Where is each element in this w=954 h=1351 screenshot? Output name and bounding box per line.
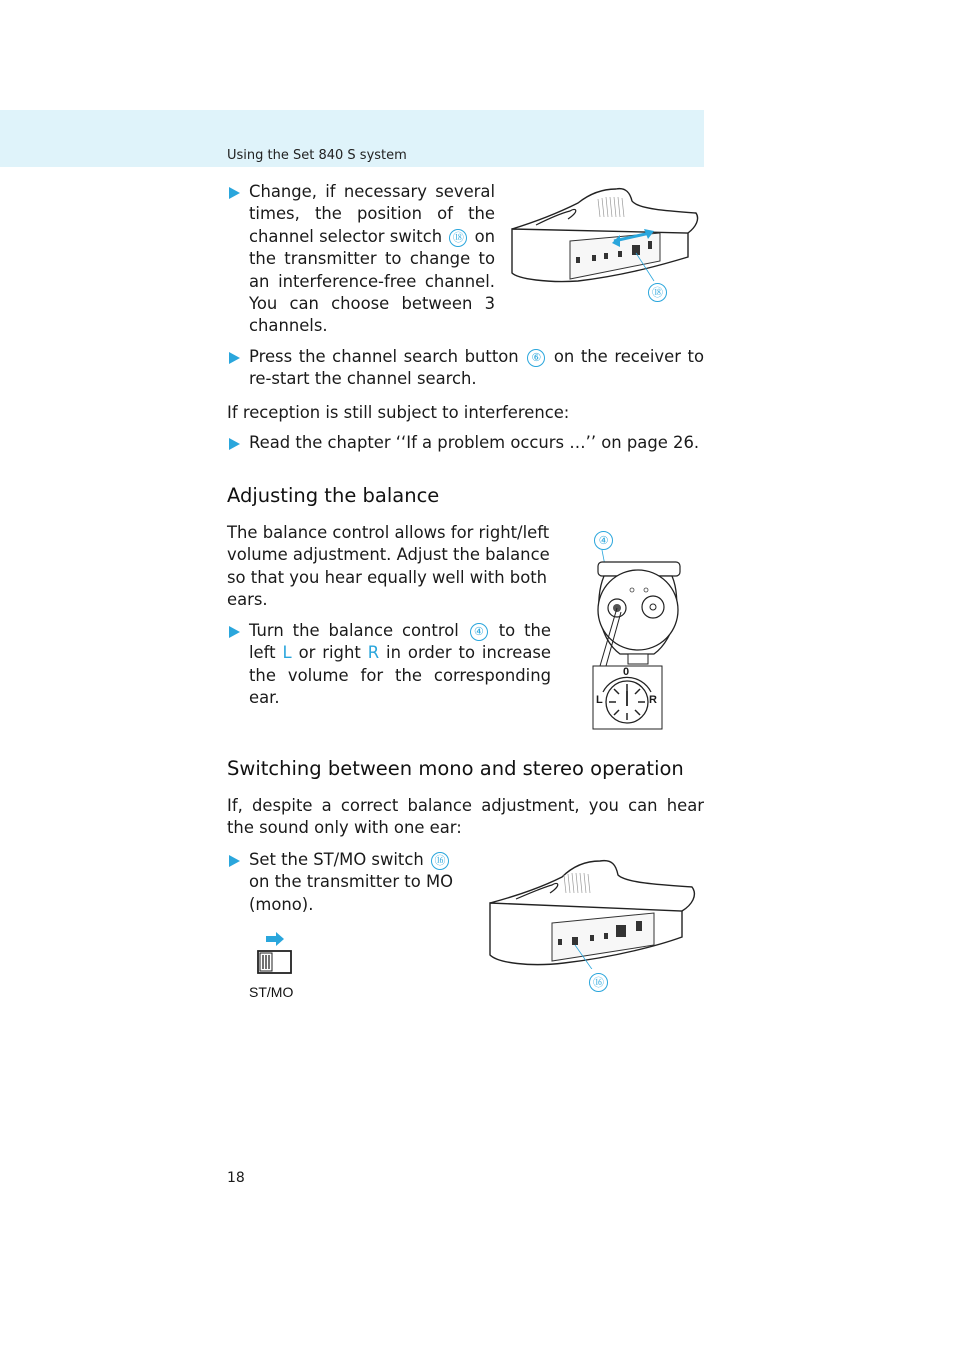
bullet-marker — [229, 352, 240, 364]
transmitter-channel-figure — [508, 183, 704, 283]
st-mo-switch-label: ST/MO — [249, 984, 294, 1000]
instruction-text: on the transmitter to MO (mono). — [249, 872, 453, 914]
section-heading-balance: Adjusting the balance — [227, 484, 440, 507]
instruction-text: Change, if necessary several times, the position of the channel selector switch — [249, 182, 495, 246]
running-head: Using the Set 840 S system — [227, 148, 407, 163]
callout-18: ⑱ — [648, 283, 667, 302]
right-indicator: R — [367, 643, 380, 663]
mono-stereo-paragraph: If, despite a correct balance adjustment, you can hear the sound only with one ear: — [227, 796, 704, 838]
transmitter-stmo-figure — [486, 855, 700, 969]
balance-instruction — [249, 620, 551, 710]
ref-number-18: ⑱ — [449, 229, 467, 247]
instruction-text: or right — [298, 643, 361, 663]
bullet-marker — [229, 626, 240, 638]
instruction-text: on the transmitter to change to an interference-free channel. You can choose between 3 channels. — [249, 226, 495, 336]
receiver-balance-figure — [588, 550, 688, 732]
bullet-marker — [229, 438, 240, 450]
callout-4: ④ — [594, 531, 613, 550]
interference-intro: If reception is still subject to interference: — [227, 403, 570, 422]
ref-number-16: ⑯ — [431, 852, 449, 870]
instruction-text: in order to increase the volume for the corresponding ear. — [249, 643, 552, 708]
dial-zero-label: 0 — [623, 666, 630, 678]
section-heading-mono-stereo: Switching between mono and stereo operation — [227, 757, 684, 780]
instruction-text: on the receiver to re-start the channel search. — [249, 347, 704, 389]
dial-left-label: L — [596, 694, 603, 706]
callout-16: ⑯ — [589, 973, 608, 992]
ref-number-4: ④ — [470, 623, 488, 641]
channel-search-instruction — [249, 346, 704, 391]
ref-number-6: ⑥ — [527, 349, 545, 367]
dial-right-label: R — [649, 694, 657, 706]
bullet-marker — [229, 855, 240, 867]
problem-chapter-instruction: Read the chapter ‘‘If a problem occurs …’’ on page 26. — [249, 433, 700, 452]
instruction-text: Turn the balance control — [249, 621, 459, 640]
instruction-text: to the left — [249, 621, 551, 663]
st-mo-switch-icon — [256, 930, 296, 978]
balance-paragraph: The balance control allows for right/left volume adjustment. Adjust the balance so that you hear equally well with both ears. — [227, 523, 550, 610]
bullet-marker — [229, 187, 240, 199]
instruction-text: Set the ST/MO switch — [249, 850, 424, 869]
page-number: 18 — [227, 1170, 245, 1186]
st-mo-instruction — [249, 849, 463, 916]
instruction-text: Press the channel search button — [249, 347, 519, 366]
channel-selector-instruction — [249, 181, 495, 338]
left-indicator: L — [282, 643, 292, 663]
